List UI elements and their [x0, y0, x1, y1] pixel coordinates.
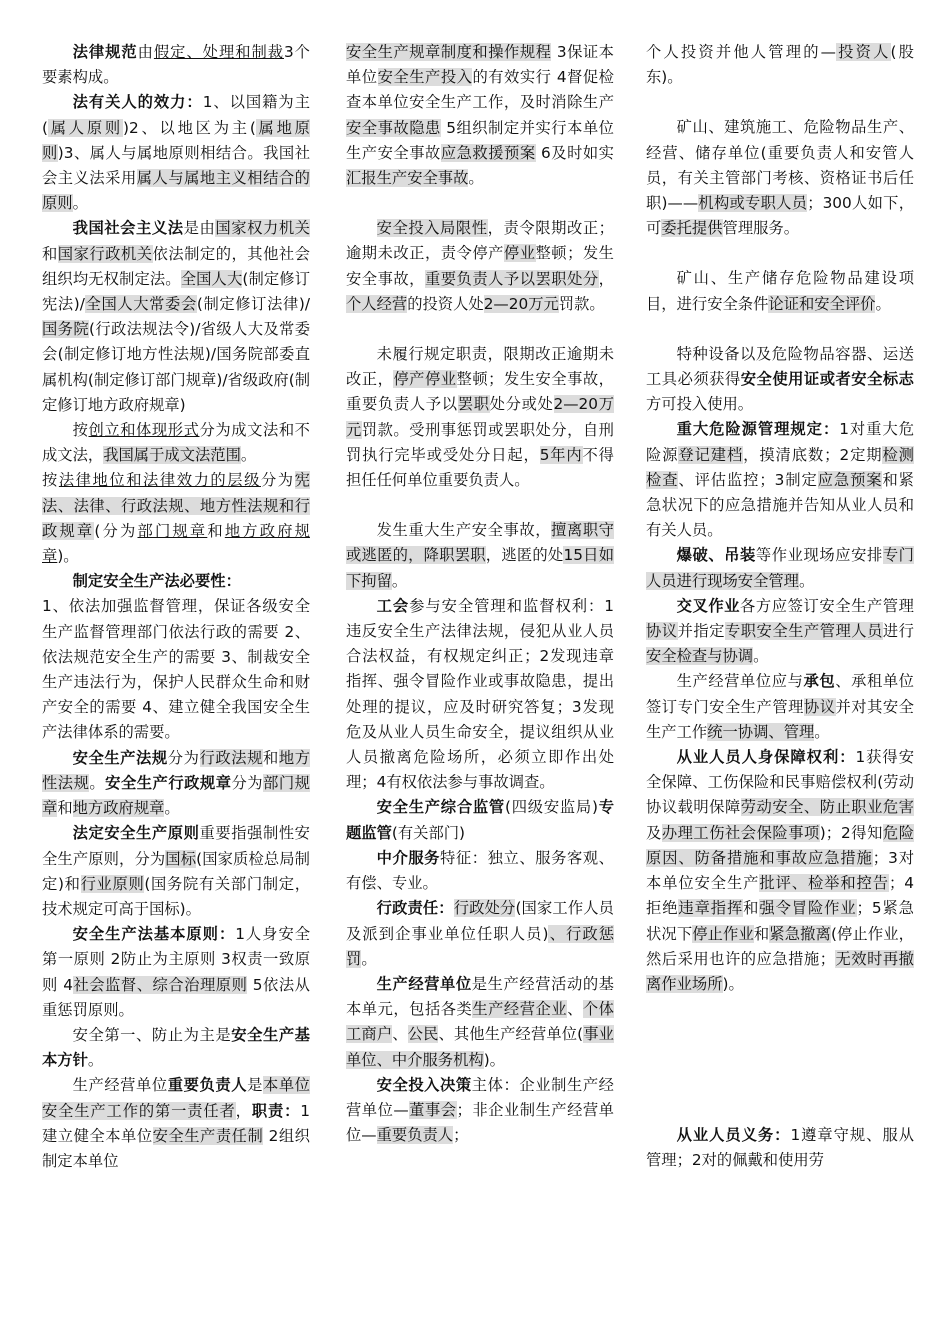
- para-construction-evaluation: 矿山、生产储存危险物品建设项目，进行安全条件论证和安全评价。: [646, 269, 914, 313]
- para-major-accident: 发生重大生产安全事故，擅离职守或逃匿的，降职罢职，逃匿的处15日如下拘留。: [346, 521, 614, 590]
- para-legal-principles: 法定安全生产原则重要指强制性安全生产原则，分为国标(国家质检总局制定)和行业原则(国务院有关部门制定，技术规定可高于国标)。: [42, 824, 311, 918]
- para-admin-liability: 行政责任：行政处分(国家工作人员及派到企事业单位任职人员)、行政惩罚。: [346, 899, 614, 968]
- para-special-equipment: 特种设备以及危险物品容器、运送工具必须获得安全使用证或者安全标志方可投入使用。: [646, 344, 914, 414]
- heading-necessity: 制定安全生产法必要性：: [72, 572, 241, 591]
- para-blasting: 爆破、吊装等作业现场应安排专门人员进行现场安全管理。: [646, 546, 914, 590]
- para-basic-principles: 安全生产法基本原则：1人身安全第一原则 2防止为主原则 3权责一致原则 4社会监督、综合治理原则 5依法从重惩罚原则。: [42, 925, 310, 1019]
- para-investment-limit: 安全投入局限性，责令限期改正；逾期未改正，责令停产停业整顿；发生安全事故，重要负责人予以罢职处分，个人经营的投资人处2—20万元罚款。: [346, 219, 614, 313]
- para-employee-duties: 从业人员义务：1遵章守规、服从管理；2对的佩戴和使用劳: [646, 1126, 914, 1170]
- para-investor: 个人投资并他人管理的—投资人(股东)。: [646, 43, 914, 87]
- para-basic-policy: 安全第一、防止为主是安全生产基本方针。: [42, 1025, 310, 1070]
- spacer: [346, 191, 614, 216]
- para-law-effect: 法有关人的效力：1、以国籍为主(属人原则)2、以地区为主(属地原则)3、属人与属地原则相结合。我国社会主义法采用属人与属地主义相结合的原则。: [42, 93, 310, 213]
- column-2: [346, 40, 614, 1148]
- para-major-hazard: 重大危险源管理规定：1对重大危险源登记建档，摸清底数；2定期检测检查、评估监控；3制定应急预案和紧急状况下的应急措施并告知从业人员和有关人员。: [646, 420, 914, 540]
- para-supervision: 安全生产综合监管(四级安监局)专题监管(有关部门): [346, 798, 614, 842]
- para-employee-rights: 从业人员人身保障权利：1获得安全保障、工伤保险和民事赔偿权利(劳动协议载明保障劳动安全、防止职业危害及办理工伤社会保险事项)；2得知危险原因、防备措施和事故应急措施；3对本单位安全生产批评、检举和控告；4拒绝违章指挥和强令冒险作业；5紧急状况下停止作业和紧急撤离(停止作业，然后采用也许的应急措施；无效时再撤离作业场所)。: [646, 748, 914, 993]
- column-3: [646, 40, 914, 1174]
- spacer: [646, 241, 914, 266]
- para-investment-decision: 安全投入决策主体：企业制生产经营单位—董事会；非企业制生产经营单位—重要负责人；: [346, 1075, 614, 1145]
- spacer: [646, 90, 914, 115]
- spacer: [346, 493, 614, 518]
- para-law-norm: 法律规范由假定、处理和制裁3个要素构成。: [42, 43, 310, 87]
- para-duties-continued: 安全生产规章制度和操作规程 3保证本单位安全生产投入的有效实行 4督促检查本单位安全生产工作，及时消除生产安全事故隐患 5组织制定并实行本单位生产安全事故应急救援预案 6及时如实汇报生产安全事故。: [346, 43, 614, 188]
- para-written-law: 按创立和体现形式分为成文法和不成文法，我国属于成文法范围。: [42, 421, 310, 465]
- para-intermediary: 中介服务特征：独立、服务客观、有偿、专业。: [346, 848, 614, 893]
- para-responsible-person: 生产经营单位重要负责人是本单位安全生产工作的第一责任者，职责：1建立健全本单位安全生产责任制 2组织制定本单位: [42, 1076, 310, 1170]
- para-cross-operation: 交叉作业各方应签订安全生产管理协议并指定专职安全生产管理人员进行安全检查与协调。: [646, 596, 914, 666]
- column-1: [42, 40, 310, 1174]
- para-business-unit: 生产经营单位是生产经营活动的基本单元，包括各类生产经营企业、个体工商户、公民、其他生产经营单位(事业单位、中介服务机构)。: [346, 974, 614, 1069]
- para-contracting: 生产经营单位应与承包、承租单位签订专门安全生产管理协议并对其安全生产工作统一协调、管理。: [646, 672, 914, 741]
- para-duty-failure: 未履行规定职责，限期改正逾期未改正，停产停业整顿；发生安全事故，重要负责人予以罢职处分或处2—20万元罚款。受刑事惩罚或罢职处分，自刑罚执行完毕或受处分日起，5年内不得担任任何单位重要负责人。: [346, 345, 614, 490]
- para-union-rights: 工会参与安全管理和监督权利：1违反安全生产法律法规，侵犯从业人员合法权益，有权规定纠正；2发现违章指挥、强令冒险作业或事故隐患，提出处理的提议，应及时研究答复；3发现危及从业人员生命安全，提议组织从业人员撤离危险场所，必须立即作出处理；4有权依法参与事故调查。: [346, 596, 614, 792]
- para-hazardous-units: 矿山、建筑施工、危险物品生产、经营、储存单位(重要负责人和安管人员，有关主管部门考核、资格证书后任职)——机构或专职人员；300人如下，可委托提供管理服务。: [646, 118, 914, 238]
- spacer: [646, 317, 914, 342]
- para-socialist-law: 我国社会主义法是由国家权力机关和国家行政机关依法制定的，其他社会组织均无权制定法。全国人大(制定修订宪法)/全国人大常委会(制定修订法律)/国务院(行政法规法令)/省级人大及常委会(制定修订地方性法规)/国务院部委直属机构(制定修订部门规章)/省级政府(制定修订地方政府规章): [42, 219, 310, 414]
- para-necessity: 1、依法加强监督管理，保证各级安全生产监督管理部门依法行政的需要 2、依法规范安全生产的需要 3、制裁安全生产违法行为，保护人民群众生命和财产安全的需要 4、建立健全我国安全生产法律体系的需要。: [42, 597, 310, 742]
- para-law-hierarchy: 按法律地位和法律效力的层级分为宪法、法律、行政法规、地方性法规和行政规章(分为部门规章和地方政府规章)。: [42, 471, 310, 566]
- spacer: [646, 997, 914, 1123]
- para-safety-regulations: 安全生产法规分为行政法规和地方性法规。安全生产行政规章分为部门规章和地方政府规章。: [42, 748, 310, 818]
- spacer: [346, 317, 614, 342]
